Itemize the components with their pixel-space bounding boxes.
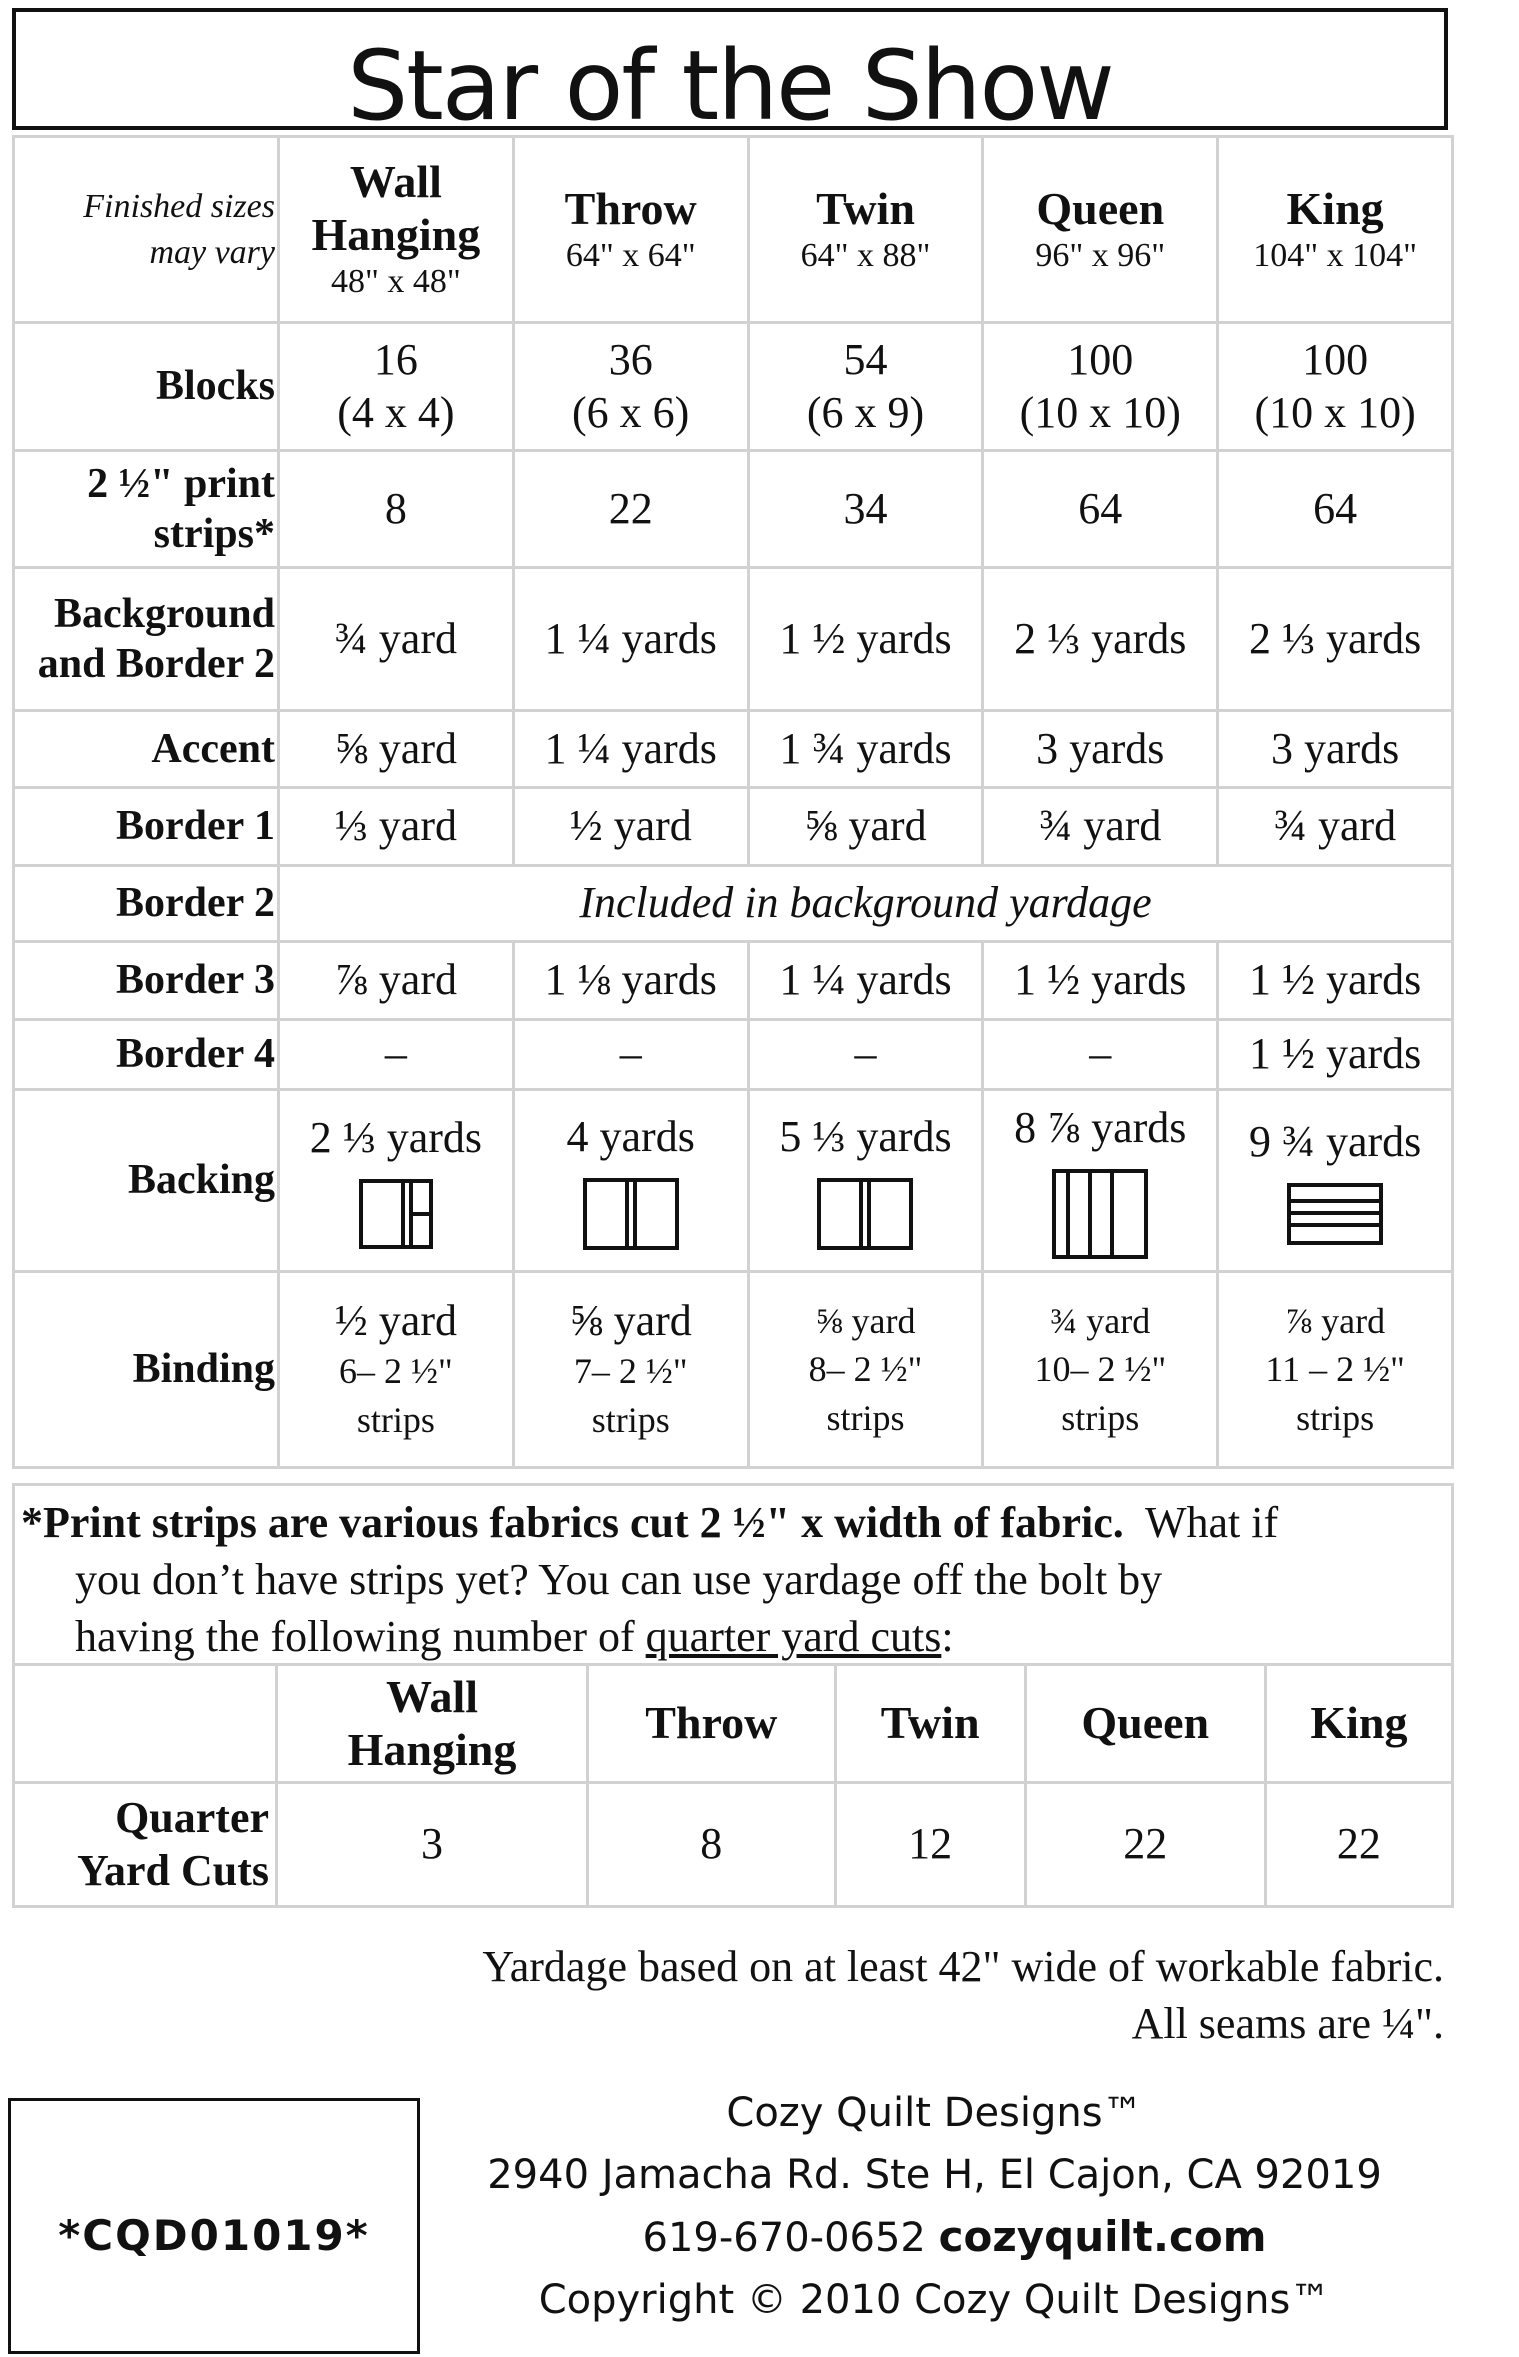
row-label: Border 3 <box>14 942 279 1020</box>
cell-line: strips <box>1061 1397 1140 1438</box>
cell-line: 100 <box>1067 334 1134 384</box>
table-cell <box>748 323 983 451</box>
table-cell: – <box>748 1020 983 1090</box>
table-cell: ⅞ yard <box>279 942 514 1020</box>
backing-three-panels-icon <box>1052 1169 1148 1259</box>
yardage-note-line: Yardage based on at least 42" wide of workable fabric. <box>482 1942 1444 1991</box>
table-cell <box>1218 323 1453 451</box>
footnote-text: : <box>941 1612 954 1661</box>
row-label: Accent <box>14 711 279 788</box>
cell-line: 4 yards <box>566 1112 695 1162</box>
row-label: Backing <box>14 1090 279 1272</box>
table-cell <box>513 1090 748 1272</box>
print-strips-row <box>14 451 1453 568</box>
table-cell: 22 <box>1265 1783 1452 1907</box>
table-cell: 8 <box>588 1783 836 1907</box>
company-website-link[interactable]: cozyquilt.com <box>938 2212 1267 2261</box>
sizes-note-line: Finished sizes <box>83 187 275 225</box>
size-name: Hanging <box>347 1723 517 1775</box>
cell-line: 11 – 2 ½" <box>1265 1349 1405 1390</box>
table-cell: 64 <box>983 451 1218 568</box>
border2-row <box>14 866 1453 942</box>
yardage-note <box>482 1938 1444 2052</box>
table-cell: ¾ yard <box>983 788 1218 866</box>
table-cell: 1 ½ yards <box>983 942 1218 1020</box>
footnote <box>12 1483 1454 1663</box>
table-cell: – <box>279 1020 514 1090</box>
border2-note: Included in background yardage <box>279 866 1453 942</box>
table-cell: 1 ½ yards <box>748 568 983 711</box>
table-cell <box>279 323 514 451</box>
table-cell: 2 ⅓ yards <box>983 568 1218 711</box>
cell-line: ¾ yard <box>1050 1300 1151 1341</box>
contact-row <box>430 2206 1439 2269</box>
table-header-row <box>14 137 1453 323</box>
footnote-line: you don’t have strips yet? You can use yardage off the bolt by <box>75 1555 1163 1604</box>
table-cell: 22 <box>513 451 748 568</box>
row-label-line: strips* <box>153 511 275 557</box>
cell-line: strips <box>1296 1397 1375 1438</box>
row-label: Blocks <box>14 323 279 451</box>
sku-code: *CQD01019* <box>58 2211 370 2260</box>
border3-row <box>14 942 1453 1020</box>
border4-row <box>14 1020 1453 1090</box>
size-name: Queen <box>1081 1697 1210 1749</box>
size-header-king <box>1218 137 1453 323</box>
cell-line: (6 x 9) <box>806 387 925 437</box>
table-cell: ¾ yard <box>279 568 514 711</box>
backing-two-panels-icon <box>583 1178 679 1250</box>
cell-line: strips <box>826 1397 905 1438</box>
size-header-queen <box>983 137 1218 323</box>
cell-line: 9 ¾ yards <box>1248 1117 1422 1167</box>
table-cell: ½ yard <box>513 788 748 866</box>
size-name: Queen <box>1036 182 1165 234</box>
table-cell: ⅓ yard <box>279 788 514 866</box>
cell-line: 36 <box>608 334 653 384</box>
table-cell: ¾ yard <box>1218 788 1453 866</box>
cell-line: 7– 2 ½" <box>573 1351 688 1392</box>
cell-line: 6– 2 ½" <box>339 1351 453 1392</box>
table-cell: 22 <box>1025 1783 1265 1907</box>
backing-row <box>14 1090 1453 1272</box>
size-header-twin <box>748 137 983 323</box>
row-label: Border 2 <box>14 866 279 942</box>
size-name: Hanging <box>311 209 481 261</box>
table-cell: 3 yards <box>983 711 1218 788</box>
size-header-twin <box>835 1665 1025 1783</box>
table-cell: 1 ¼ yards <box>748 942 983 1020</box>
footnote-text: having the following number of <box>75 1612 646 1661</box>
cell-line: ⅝ yard <box>569 1295 692 1345</box>
size-dims: 96" x 96" <box>1035 236 1166 274</box>
quarter-yard-table <box>12 1663 1454 1908</box>
table-cell <box>1218 1090 1453 1272</box>
footnote-line <box>21 1494 1451 1551</box>
company-name: Cozy Quilt Designs™ <box>726 2090 1143 2136</box>
company-phone: 619-670-0652 <box>642 2215 926 2261</box>
size-name: Twin <box>880 1697 980 1749</box>
row-label: Border 1 <box>14 788 279 866</box>
table-cell: 64 <box>1218 451 1453 568</box>
title-box <box>12 8 1448 142</box>
size-header-throw <box>588 1665 836 1783</box>
sizes-note-line: may vary <box>149 233 275 271</box>
backing-two-panels-icon <box>817 1178 913 1250</box>
table-cell: 1 ⅛ yards <box>513 942 748 1020</box>
table-cell: ⅝ yard <box>279 711 514 788</box>
cell-line: (4 x 4) <box>337 387 455 437</box>
row-label-line: and Border 2 <box>37 641 275 687</box>
table-cell: – <box>983 1020 1218 1090</box>
table-cell: 3 <box>277 1783 588 1907</box>
table-cell: – <box>513 1020 748 1090</box>
cell-line: 54 <box>843 334 888 384</box>
footnote-underlined: quarter yard cuts <box>645 1612 942 1661</box>
page-title: Star of the Show <box>347 30 1113 142</box>
cell-line: strips <box>591 1399 670 1440</box>
table-cell <box>513 323 748 451</box>
footnote-text: What if <box>1123 1498 1279 1547</box>
table-header-row <box>14 1665 1453 1783</box>
table-cell: 34 <box>748 451 983 568</box>
cell-line: (10 x 10) <box>1254 387 1416 437</box>
cell-line: 2 ⅓ yards <box>309 1113 483 1163</box>
empty-header-cell <box>14 1665 277 1783</box>
table-cell: 1 ½ yards <box>1218 942 1453 1020</box>
footnote-line <box>21 1608 1451 1665</box>
size-name: Twin <box>816 182 915 234</box>
table-cell: 3 yards <box>1218 711 1453 788</box>
cell-line: 10– 2 ½" <box>1034 1349 1167 1390</box>
table-cell <box>279 1090 514 1272</box>
table-cell: 1 ½ yards <box>1218 1020 1453 1090</box>
size-header-king <box>1265 1665 1452 1783</box>
table-cell <box>279 1272 514 1468</box>
size-dims: 48" x 48" <box>331 262 461 300</box>
backing-horizontal-panels-icon <box>1287 1183 1383 1245</box>
size-header-wall <box>279 137 514 323</box>
size-dims: 64" x 64" <box>565 236 696 274</box>
size-name: Throw <box>564 182 697 234</box>
table-cell <box>748 1090 983 1272</box>
size-dims: 104" x 104" <box>1253 236 1417 274</box>
size-header-throw <box>513 137 748 323</box>
backing-two-panels-split-icon <box>359 1179 433 1249</box>
footnote-bold: *Print strips are various fabrics cut 2 ½" x width of fabric. <box>21 1498 1124 1547</box>
cell-line: 16 <box>373 334 418 384</box>
size-header-queen <box>1025 1665 1265 1783</box>
copyright: Copyright © 2010 Cozy Quilt Designs™ <box>538 2277 1331 2323</box>
cell-line: ½ yard <box>334 1295 457 1345</box>
company-address: 2940 Jamacha Rd. Ste H, El Cajon, CA 92019 <box>487 2152 1382 2198</box>
table-cell <box>748 1272 983 1468</box>
table-cell <box>983 1090 1218 1272</box>
size-name: King <box>1286 182 1384 234</box>
cell-line: 5 ⅓ yards <box>779 1112 952 1162</box>
table-cell <box>983 1272 1218 1468</box>
row-label-line: Quarter <box>115 1792 269 1842</box>
table-cell <box>1218 1272 1453 1468</box>
row-label: Binding <box>14 1272 279 1468</box>
cell-line: 100 <box>1302 334 1369 384</box>
row-label <box>14 568 279 711</box>
cell-line: ⅞ yard <box>1285 1300 1386 1341</box>
accent-row <box>14 711 1453 788</box>
table-cell: 1 ¾ yards <box>748 711 983 788</box>
size-dims: 64" x 88" <box>800 236 931 274</box>
table-cell <box>983 323 1218 451</box>
size-name: Throw <box>645 1697 778 1749</box>
table-cell <box>513 1272 748 1468</box>
table-cell: ⅝ yard <box>748 788 983 866</box>
row-label-line: Yard Cuts <box>77 1845 269 1895</box>
table-cell: 8 <box>279 451 514 568</box>
background-row <box>14 568 1453 711</box>
cell-line: (6 x 6) <box>572 387 690 437</box>
table-cell: 1 ¼ yards <box>513 568 748 711</box>
size-name: Wall <box>349 156 442 208</box>
cell-line: (10 x 10) <box>1019 387 1181 437</box>
yardage-note-line: All seams are ¼". <box>1131 1999 1444 2048</box>
blocks-row <box>14 323 1453 451</box>
cell-line: ⅝ yard <box>815 1300 916 1341</box>
table-cell: 1 ¼ yards <box>513 711 748 788</box>
table-cell: 12 <box>835 1783 1025 1907</box>
cell-line: 8– 2 ½" <box>808 1349 923 1390</box>
border1-row <box>14 788 1453 866</box>
quarter-yard-row <box>14 1783 1453 1907</box>
binding-row <box>14 1272 1453 1468</box>
size-name: Wall <box>385 1670 479 1722</box>
row-label-line: Background <box>54 590 275 637</box>
company-info <box>430 2082 1439 2331</box>
row-label: Border 4 <box>14 1020 279 1090</box>
table-cell: 2 ⅓ yards <box>1218 568 1453 711</box>
row-label <box>14 451 279 568</box>
row-label-line: 2 ½" print <box>87 460 275 507</box>
sku-box <box>8 2098 420 2354</box>
requirements-table <box>12 135 1454 1469</box>
size-name: King <box>1310 1697 1408 1749</box>
row-label <box>14 1783 277 1907</box>
cell-line: strips <box>356 1399 435 1440</box>
sizes-note-cell <box>14 137 279 323</box>
size-header-wall <box>277 1665 588 1783</box>
cell-line: 8 ⅞ yards <box>1014 1103 1187 1153</box>
